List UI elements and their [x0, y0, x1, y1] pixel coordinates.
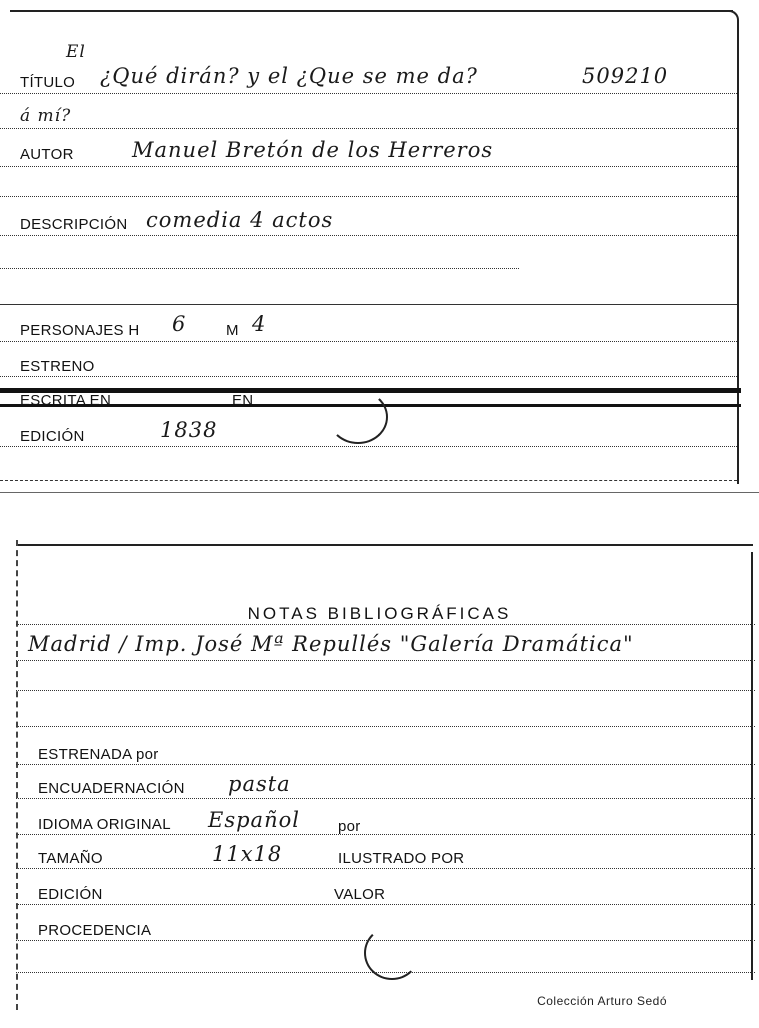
- edicion-line: [0, 446, 737, 447]
- descripcion-line-2: [0, 268, 519, 269]
- back-edicion-label: EDICIÓN: [38, 886, 103, 903]
- estrenada-line: [16, 764, 755, 765]
- catalog-card-front: [0, 0, 759, 492]
- notas-heading: NOTAS BIBLIOGRÁFICAS: [247, 604, 512, 623]
- descripcion-line-3: [0, 304, 737, 305]
- autor-value: Manuel Bretón de los Herreros: [132, 138, 494, 162]
- tamano-label: TAMAÑO: [38, 850, 103, 867]
- idioma-value: Español: [208, 808, 300, 832]
- ilustrado-label: ILUSTRADO POR: [338, 850, 465, 867]
- personajes-m-value: 4: [252, 312, 267, 336]
- estreno-line: [0, 376, 737, 377]
- tamano-value: 11x18: [212, 842, 283, 866]
- notas-line-3: [16, 690, 755, 691]
- estreno-label: ESTRENO: [20, 358, 95, 375]
- encuadernacion-label: ENCUADERNACIÓN: [38, 780, 185, 797]
- card-top-edge: [10, 10, 733, 12]
- card-separator: [0, 492, 759, 493]
- notas-value: Madrid / Imp. José Mª Repullés "Galería Dramática": [28, 632, 634, 656]
- notas-line-4: [16, 726, 755, 727]
- tamano-line: [16, 868, 755, 869]
- collection-footer: Colección Arturo Sedó: [537, 994, 667, 1008]
- descripcion-label: DESCRIPCIÓN: [20, 216, 128, 233]
- descripcion-value: comedia 4 actos: [146, 208, 334, 232]
- personajes-line: [0, 341, 737, 342]
- procedencia-label: PROCEDENCIA: [38, 922, 152, 939]
- idioma-por-label: por: [338, 818, 361, 835]
- encuadernacion-value: pasta: [228, 772, 291, 796]
- titulo-prefix: El: [66, 42, 86, 62]
- autor-line: [0, 166, 737, 167]
- personajes-m-label: M: [226, 322, 239, 339]
- autor-label: AUTOR: [20, 146, 74, 163]
- notas-line-1: [16, 624, 755, 625]
- edicion-value: 1838: [160, 418, 218, 442]
- ink-blot: [328, 390, 388, 444]
- edicion-back-line: [16, 904, 755, 905]
- titulo-line-2: [0, 128, 737, 129]
- back-card-top-edge: [18, 544, 753, 546]
- notas-line-2: [16, 660, 755, 661]
- autor-line-2: [0, 196, 737, 197]
- edicion-label: EDICIÓN: [20, 428, 85, 445]
- card-bottom-edge: [0, 480, 737, 481]
- titulo-label: TÍTULO: [20, 74, 76, 91]
- personajes-label: PERSONAJES H: [20, 322, 140, 339]
- titulo-value: ¿Qué dirán? y el ¿Que se me da?: [100, 64, 478, 88]
- descripcion-line: [0, 235, 737, 236]
- escrita-label: ESCRITA EN: [20, 392, 112, 409]
- titulo-value-line2: á mí?: [20, 106, 72, 126]
- catalog-card-back: [0, 540, 759, 1010]
- titulo-line: [0, 93, 737, 94]
- card-right-edge: [729, 10, 739, 484]
- encuadernacion-line: [16, 798, 755, 799]
- personajes-h-value: 6: [172, 312, 187, 336]
- valor-label: VALOR: [334, 886, 386, 903]
- estrenada-label: ESTRENADA por: [38, 746, 159, 763]
- escrita-en-label: EN: [232, 392, 254, 409]
- idioma-line: [16, 834, 755, 835]
- ink-mark: [364, 926, 420, 980]
- catalog-number: 509210: [582, 64, 669, 88]
- idioma-label: IDIOMA ORIGINAL: [38, 816, 171, 833]
